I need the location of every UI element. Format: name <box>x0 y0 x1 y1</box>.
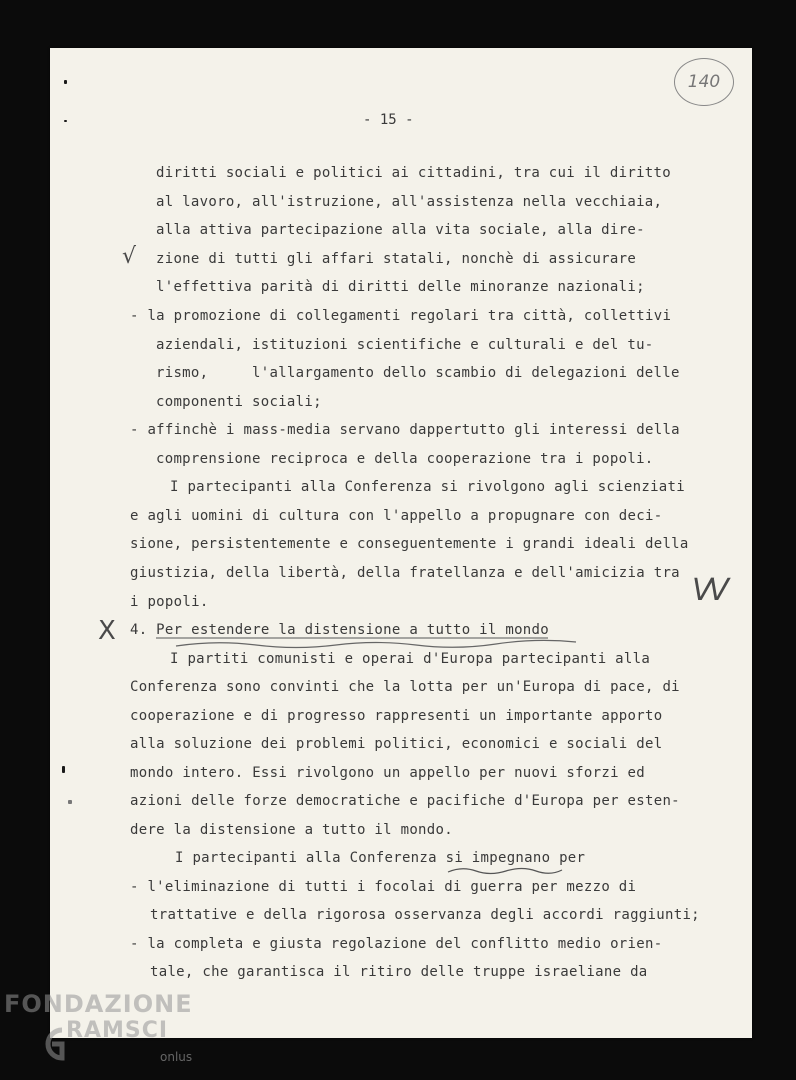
text-line: rismo, l'allargamento dello scambio di delegazioni delle <box>156 365 680 381</box>
watermark-line2: RAMSCI <box>66 1018 169 1043</box>
handwritten-underline <box>446 866 566 876</box>
text-line: zione di tutti gli affari statali, nonchè di assicurare <box>156 251 637 267</box>
text-line: i popoli. <box>130 594 209 610</box>
heading-underline <box>156 636 580 652</box>
text-line: giustizia, della libertà, della fratellanza e dell'amicizia tra <box>130 565 680 581</box>
punch-mark <box>64 80 67 84</box>
text-line: trattative e della rigorosa osservanza degli accordi raggiunti; <box>150 907 700 923</box>
text-line: - la promozione di collegamenti regolari tra città, collettivi <box>130 308 672 324</box>
punch-mark <box>68 800 72 804</box>
text-line: alla soluzione dei problemi politici, economici e sociali del <box>130 736 663 752</box>
text-line: cooperazione e di progresso rappresenti un importante apporto <box>130 708 663 724</box>
watermark-line3: onlus <box>160 1050 193 1064</box>
section-heading: 4. Per estendere la distensione a tutto il mondo <box>130 622 549 638</box>
text-line: - affinchè i mass-media servano dappertutto gli interessi della <box>130 422 680 438</box>
text-line: componenti sociali; <box>156 394 322 410</box>
text-line: alla attiva partecipazione alla vita sociale, alla dire- <box>156 222 645 238</box>
cross-mark: X <box>98 616 116 646</box>
text-line: aziendali, istituzioni scientifiche e culturali e del tu- <box>156 337 654 353</box>
text-line: azioni delle forze democratiche e pacifiche d'Europa per esten- <box>130 793 680 809</box>
text-line: I partiti comunisti e operai d'Europa partecipanti alla <box>170 651 651 667</box>
watermark-logo-icon <box>34 1018 66 1072</box>
text-line: - la completa e giusta regolazione del conflitto medio orien- <box>130 936 663 952</box>
page-number: - 15 - <box>363 112 414 128</box>
text-line: sione, persistentemente e conseguentemente i grandi ideali della <box>130 536 689 552</box>
text-line: comprensione reciproca e della cooperazione tra i popoli. <box>156 451 654 467</box>
punch-mark <box>64 120 67 122</box>
document-page <box>50 48 752 1038</box>
watermark-line1: FONDAZIONE <box>4 990 193 1018</box>
text-line: tale, che garantisca il ritiro delle truppe israeliane da <box>150 964 648 980</box>
text-line: l'effettiva parità di diritti delle minoranze nazionali; <box>156 279 645 295</box>
archive-stamp <box>674 58 734 106</box>
text-line: - l'eliminazione di tutti i focolai di guerra per mezzo di <box>130 879 637 895</box>
text-line: diritti sociali e politici ai cittadini, tra cui il diritto <box>156 165 671 181</box>
text-line: I partecipanti alla Conferenza si impegnano per <box>175 850 586 866</box>
text-line: I partecipanti alla Conferenza si rivolgono agli scienziati <box>170 479 685 495</box>
text-line: Conferenza sono convinti che la lotta per un'Europa di pace, di <box>130 679 680 695</box>
text-line: e agli uomini di cultura con l'appello a propugnare con deci- <box>130 508 663 524</box>
stamp-number: 140 <box>687 72 721 92</box>
punch-mark <box>62 766 65 773</box>
text-line: dere la distensione a tutto il mondo. <box>130 822 453 838</box>
double-check-mark: VV <box>692 573 726 608</box>
text-line: al lavoro, all'istruzione, all'assistenza nella vecchiaia, <box>156 194 663 210</box>
check-mark: √ <box>122 244 137 269</box>
text-line: mondo intero. Essi rivolgono un appello per nuovi sforzi ed <box>130 765 645 781</box>
